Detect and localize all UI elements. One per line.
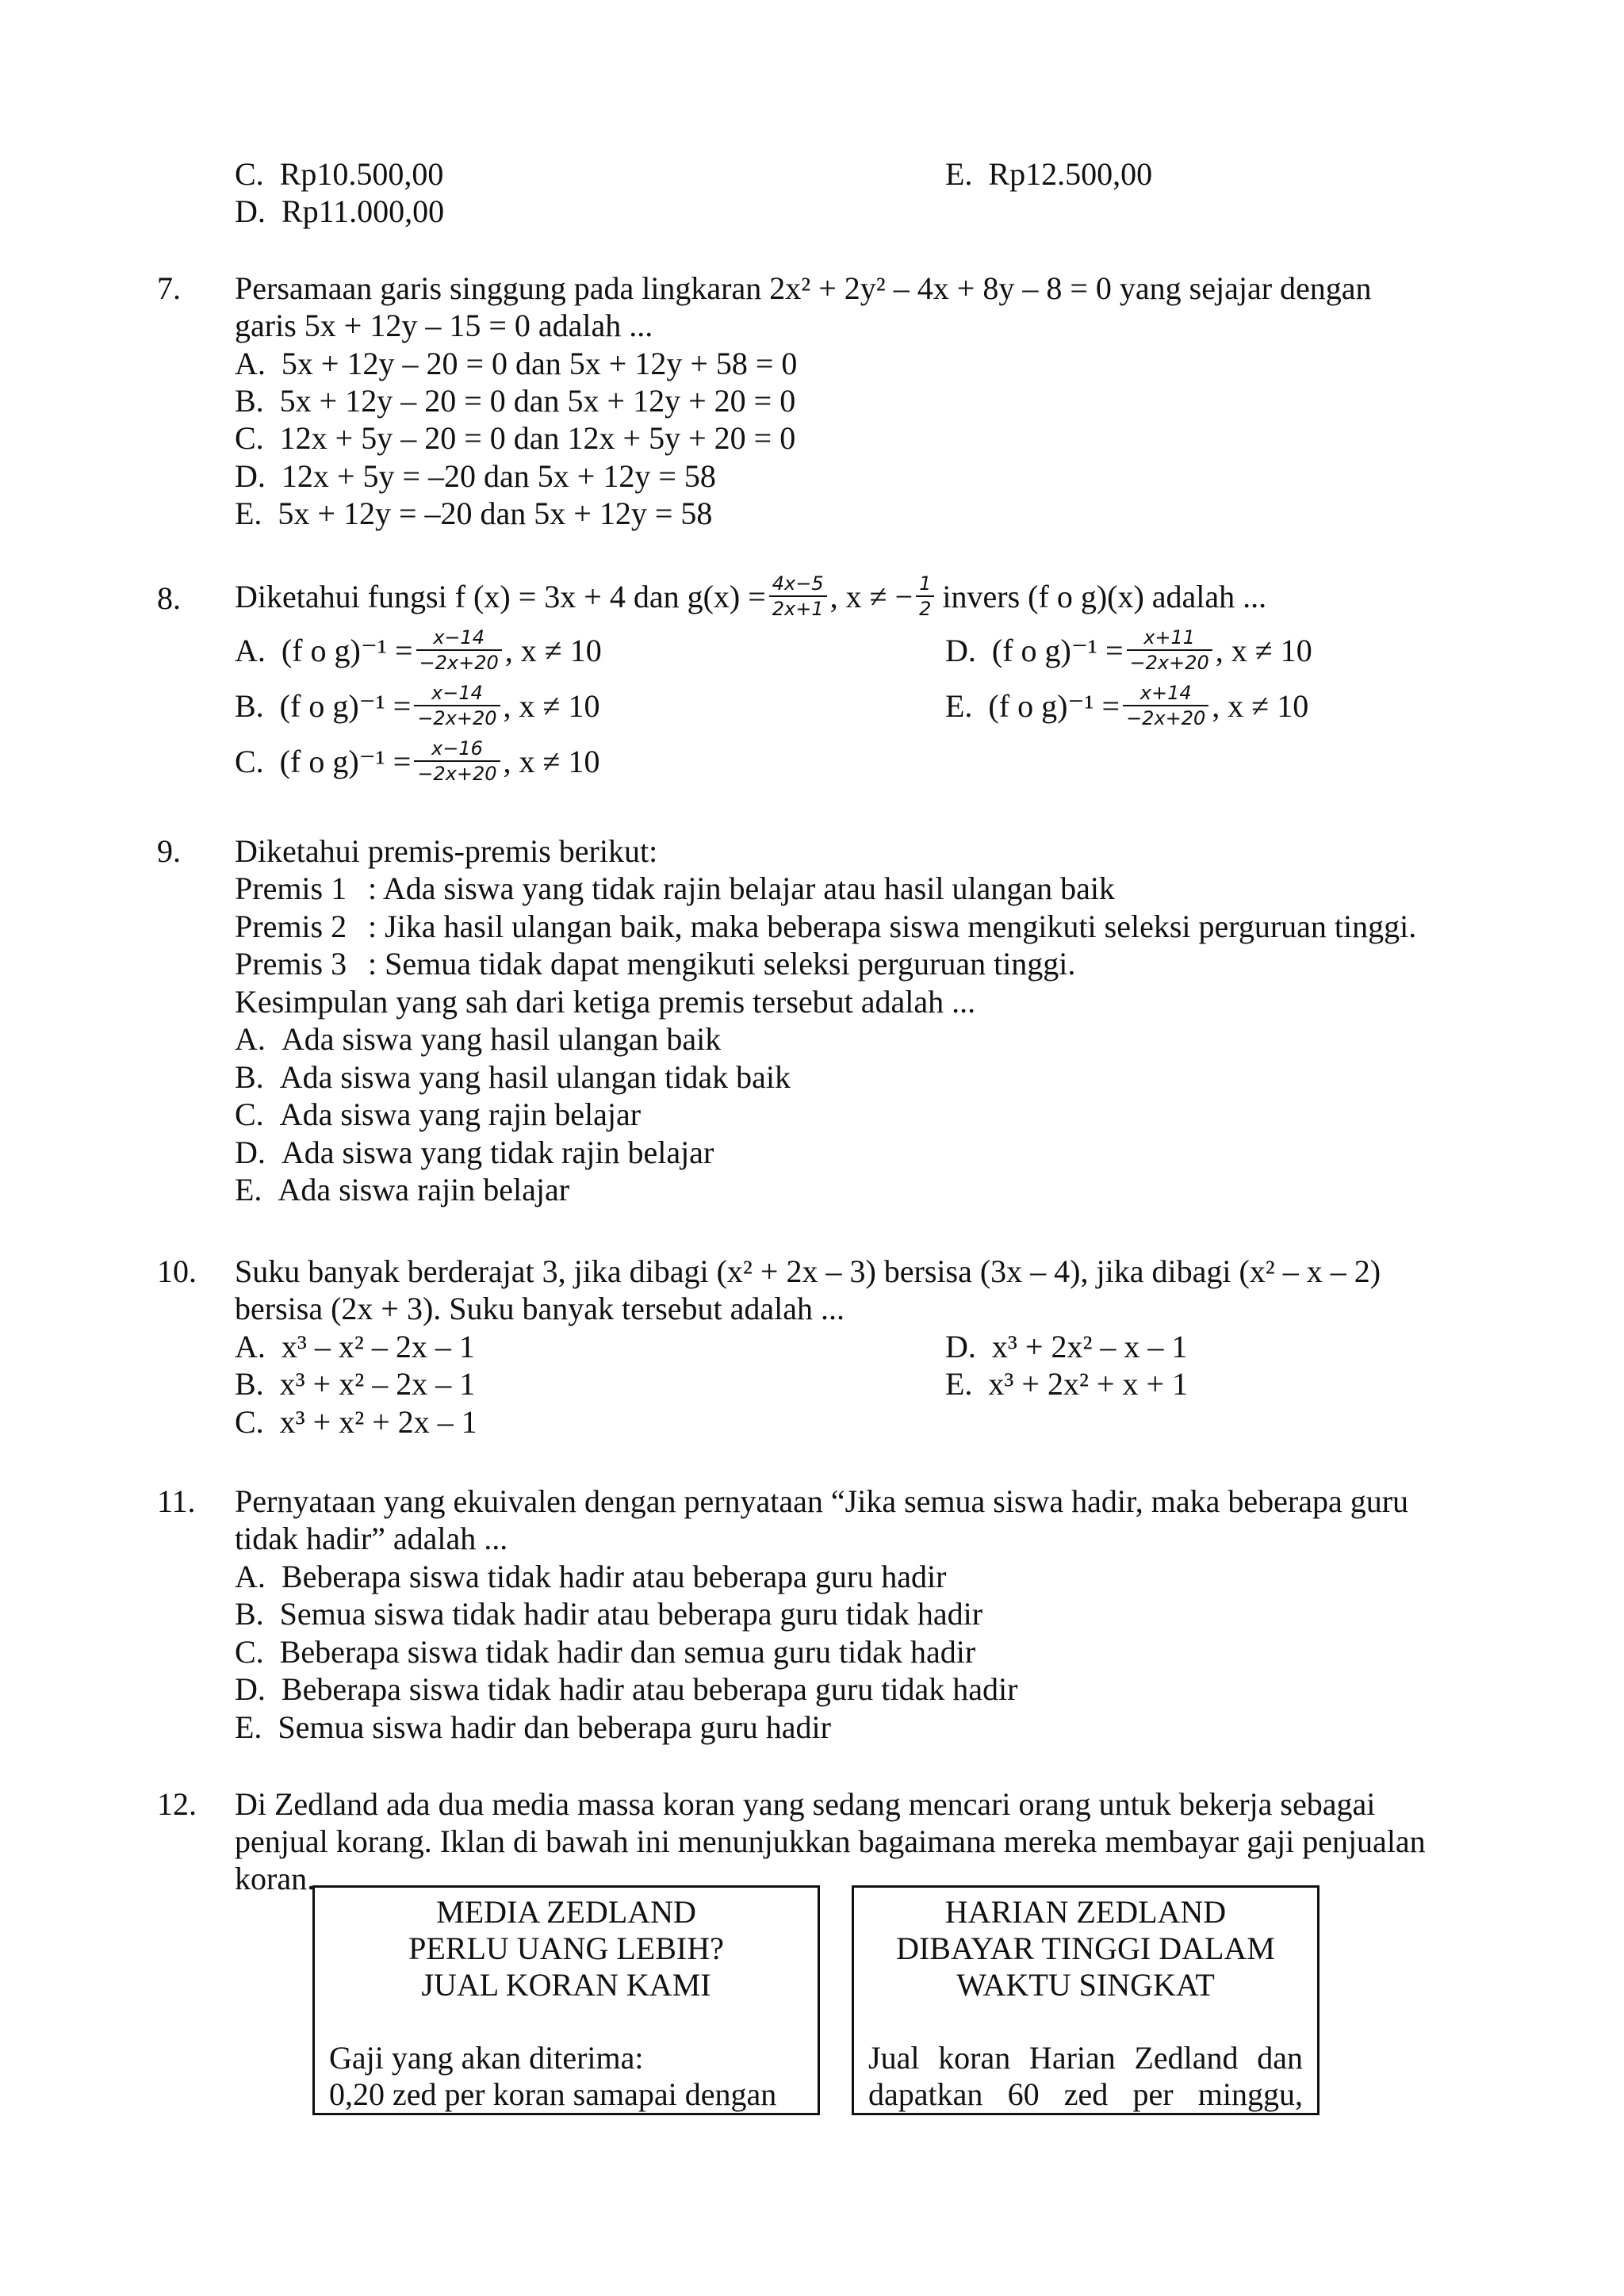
ad-harian-zedland-line3: WAKTU SINGKAT — [956, 1967, 1215, 2003]
q8-option-e-lhs: E. (f o g)⁻¹ = — [945, 687, 1120, 724]
q10-stem-line2: bersisa (2x + 3). Suku banyak tersebut adalah ... — [235, 1291, 845, 1326]
ad-media-zedland-line2: PERLU UANG LEBIH? — [408, 1931, 724, 1966]
q8-stem-b: , x ≠ − — [829, 578, 914, 614]
ad-harian-zedland-line4: Jual koran Harian Zedland dan — [868, 2040, 1303, 2076]
q10-number: 10. — [157, 1253, 197, 1289]
q8-option-c[interactable] — [235, 733, 600, 790]
ad-harian-zedland — [852, 1885, 1320, 2115]
q8-option-a-lhs: A. (f o g)⁻¹ = — [235, 632, 413, 668]
q7-number: 7. — [157, 270, 181, 306]
q8-half-numerator: 1 — [919, 572, 932, 595]
q7-stem-line2: garis 5x + 12y – 15 = 0 adalah ... — [235, 308, 653, 343]
q8-option-e[interactable] — [945, 677, 1308, 734]
q9-intro: Diketahui premis-premis berikut: — [235, 833, 658, 869]
q11-option-e[interactable]: E. Semua siswa hadir dan beberapa guru hadir — [235, 1709, 831, 1745]
q10-option-d[interactable]: D. x³ + 2x² – x – 1 — [945, 1329, 1188, 1364]
ad-media-zedland-line5: 0,20 zed per koran samapai dengan — [329, 2076, 777, 2112]
q10-option-a[interactable]: A. x³ – x² – 2x – 1 — [235, 1329, 475, 1364]
q8-stem-a: Diketahui fungsi f (x) = 3x + 4 dan g(x) = — [235, 578, 766, 614]
q8-half-denominator: 2 — [916, 595, 934, 621]
q9-option-e[interactable]: E. Ada siswa rajin belajar — [235, 1172, 570, 1207]
q6-option-c[interactable]: C. Rp10.500,00 — [235, 156, 444, 192]
q9-premise-2: : Jika hasil ulangan baik, maka beberapa siswa mengikuti seleksi perguruan tinggi. — [368, 909, 1417, 944]
q8-option-a[interactable] — [235, 622, 602, 679]
q10-option-e[interactable]: E. x³ + 2x² + x + 1 — [945, 1366, 1189, 1402]
ad-media-zedland-line4: Gaji yang akan diterima: — [329, 2040, 644, 2076]
q8-g-numerator: 4x−5 — [772, 572, 824, 595]
q11-option-c[interactable]: C. Beberapa siswa tidak hadir dan semua guru tidak hadir — [235, 1634, 976, 1670]
ad-harian-zedland-line2: DIBAYAR TINGGI DALAM — [896, 1931, 1275, 1966]
q10-option-c[interactable]: C. x³ + x² + 2x – 1 — [235, 1404, 477, 1440]
q6-option-e[interactable]: E. Rp12.500,00 — [945, 156, 1153, 192]
q8-option-a-denominator: −2x+20 — [416, 649, 502, 675]
q8-option-d-lhs: D. (f o g)⁻¹ = — [945, 632, 1124, 668]
q9-premise-2-label: Premis 2 — [235, 909, 347, 944]
q12-number: 12. — [157, 1786, 197, 1822]
q9-option-a[interactable]: A. Ada siswa yang hasil ulangan baik — [235, 1021, 722, 1057]
q8-option-d[interactable] — [945, 622, 1312, 679]
q8-g-fraction — [769, 572, 827, 621]
q8-option-c-lhs: C. (f o g)⁻¹ = — [235, 743, 412, 779]
q9-option-b[interactable]: B. Ada siswa yang hasil ulangan tidak baik — [235, 1059, 791, 1095]
q9-number: 9. — [157, 833, 181, 869]
q8-option-b-denominator: −2x+20 — [414, 705, 500, 730]
q8-option-b-lhs: B. (f o g)⁻¹ = — [235, 687, 412, 724]
q12-stem-line3: koran. — [235, 1861, 316, 1896]
q8-option-d-fraction — [1127, 626, 1212, 675]
q8-option-d-denominator: −2x+20 — [1127, 649, 1212, 675]
q12-stem-line2: penjual korang. Iklan di bawah ini menunjukkan bagaimana mereka membayar gaji penjualan — [235, 1823, 1426, 1859]
q8-option-b-numerator: x−14 — [431, 682, 483, 704]
q11-option-d[interactable]: D. Beberapa siswa tidak hadir atau beberapa guru tidak hadir — [235, 1671, 1018, 1707]
q12-stem-line1: Di Zedland ada dua media massa koran yang sedang mencari orang untuk bekerja sebagai — [235, 1786, 1376, 1822]
q8-option-c-fraction — [414, 737, 500, 786]
q9-premise-1: : Ada siswa yang tidak rajin belajar atau hasil ulangan baik — [368, 871, 1115, 906]
q11-stem-line1: Pernyataan yang ekuivalen dengan pernyataan “Jika semua siswa hadir, maka beberapa guru — [235, 1483, 1409, 1519]
q7-stem-line1: Persamaan garis singgung pada lingkaran 2x² + 2y² – 4x + 8y – 8 = 0 yang sejajar dengan — [235, 270, 1372, 306]
q8-option-c-denominator: −2x+20 — [414, 760, 500, 786]
q11-option-a[interactable]: A. Beberapa siswa tidak hadir atau beberapa guru hadir — [235, 1559, 947, 1594]
q9-question: Kesimpulan yang sah dari ketiga premis tersebut adalah ... — [235, 984, 976, 1020]
q7-option-d[interactable]: D. 12x + 5y = –20 dan 5x + 12y = 58 — [235, 458, 716, 494]
q9-premise-3-label: Premis 3 — [235, 946, 347, 982]
q8-option-b-fraction — [414, 681, 500, 730]
q9-premise-1-label: Premis 1 — [235, 871, 347, 906]
q8-option-d-condition: , x ≠ 10 — [1215, 632, 1312, 668]
q10-option-b[interactable]: B. x³ + x² – 2x – 1 — [235, 1366, 476, 1402]
q6-option-d[interactable]: D. Rp11.000,00 — [235, 193, 445, 229]
q8-option-e-numerator: x+14 — [1139, 682, 1192, 704]
q9-premise-3: : Semua tidak dapat mengikuti seleksi perguruan tinggi. — [368, 946, 1076, 982]
q7-option-a[interactable]: A. 5x + 12y – 20 = 0 dan 5x + 12y + 58 = 0 — [235, 346, 798, 381]
q8-option-a-numerator: x−14 — [433, 626, 485, 649]
q10-stem-line1: Suku banyak berderajat 3, jika dibagi (x² + 2x – 3) bersisa (3x – 4), jika dibagi (x² – x – 2) — [235, 1253, 1381, 1289]
q8-option-d-numerator: x+11 — [1143, 626, 1196, 649]
q8-option-c-condition: , x ≠ 10 — [503, 743, 600, 779]
q8-option-e-condition: , x ≠ 10 — [1212, 687, 1309, 724]
q8-option-e-fraction — [1123, 681, 1208, 730]
q8-half-fraction — [916, 572, 934, 621]
ad-harian-zedland-line5: dapatkan 60 zed per minggu, — [868, 2076, 1303, 2112]
q8-stem-c: invers (f o g)(x) adalah ... — [942, 578, 1267, 614]
q8-number: 8. — [157, 580, 181, 616]
q8-option-c-numerator: x−16 — [431, 737, 483, 760]
ad-media-zedland — [312, 1885, 820, 2115]
q8-option-b-condition: , x ≠ 10 — [503, 687, 600, 724]
q11-option-b[interactable]: B. Semua siswa tidak hadir atau beberapa guru tidak hadir — [235, 1596, 983, 1632]
q8-g-denominator: 2x+1 — [769, 595, 827, 621]
q8-option-e-denominator: −2x+20 — [1123, 705, 1208, 730]
q8-option-a-fraction — [416, 626, 502, 675]
q8-stem — [235, 564, 1266, 628]
q11-number: 11. — [157, 1483, 196, 1519]
ad-media-zedland-line3: JUAL KORAN KAMI — [421, 1967, 711, 2003]
q9-option-c[interactable]: C. Ada siswa yang rajin belajar — [235, 1096, 642, 1132]
q9-option-d[interactable]: D. Ada siswa yang tidak rajin belajar — [235, 1135, 714, 1170]
ad-media-zedland-line1: MEDIA ZEDLAND — [436, 1894, 696, 1930]
q7-option-e[interactable]: E. 5x + 12y = –20 dan 5x + 12y = 58 — [235, 496, 713, 531]
q8-option-b[interactable] — [235, 677, 600, 734]
q11-stem-line2: tidak hadir” adalah ... — [235, 1521, 508, 1556]
ad-harian-zedland-line1: HARIAN ZEDLAND — [944, 1894, 1227, 1930]
q8-option-a-condition: , x ≠ 10 — [504, 632, 602, 668]
q7-option-b[interactable]: B. 5x + 12y – 20 = 0 dan 5x + 12y + 20 = 0 — [235, 383, 796, 419]
q7-option-c[interactable]: C. 12x + 5y – 20 = 0 dan 12x + 5y + 20 = 0 — [235, 420, 796, 456]
